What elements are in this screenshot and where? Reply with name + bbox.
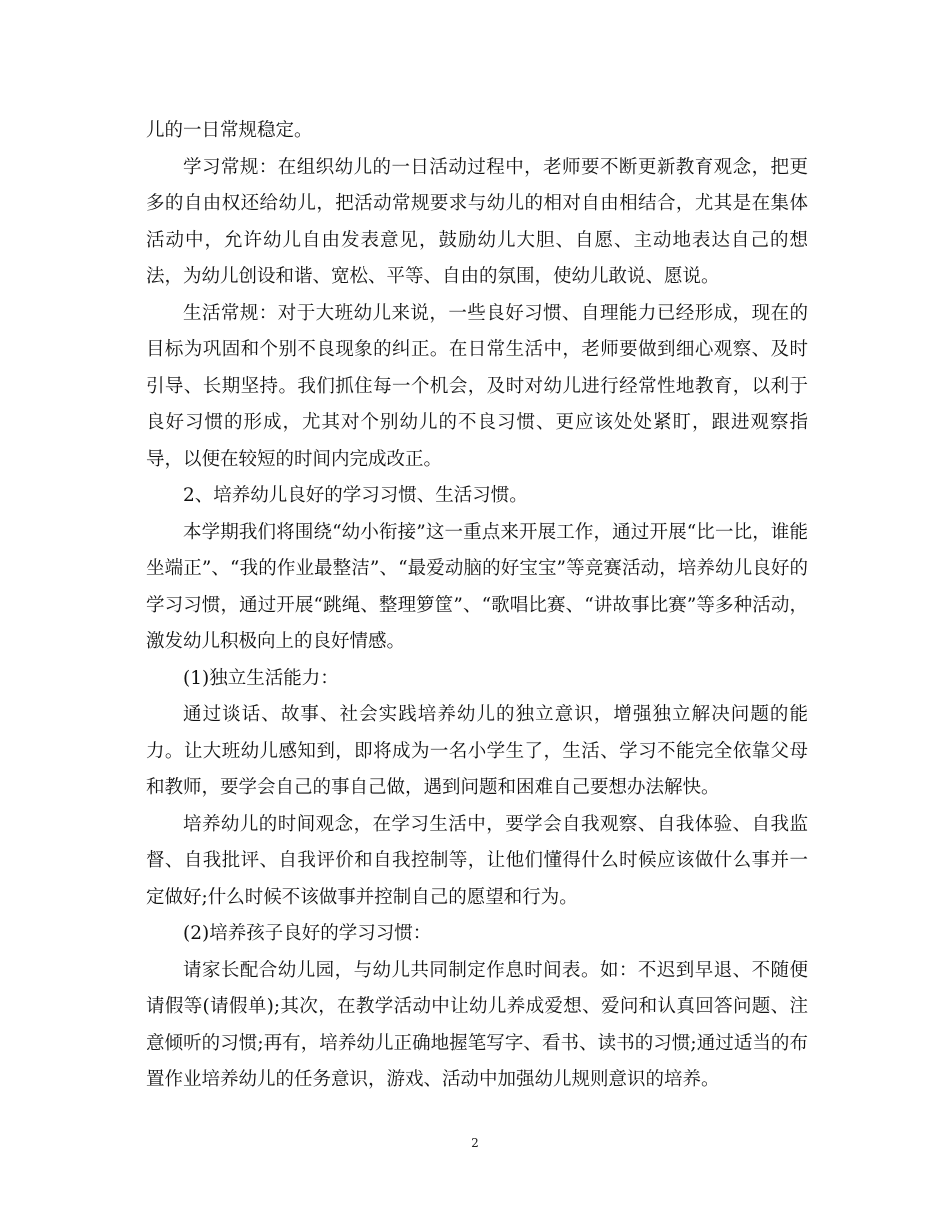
paragraph-transition-work: 本学期我们将围绕“幼小衔接”这一重点来开展工作，通过开展“比一比，谁能坐端正”、“我的作业最整洁”、“最爱动脑的好宝宝”等竞赛活动，培养幼儿良好的学习习惯，通过开展“跳绳、整理箩筐”、“歌唱比赛、“讲故事比赛”等多种活动，激发幼儿积极向上的良好情感。 [146,521,808,652]
paragraph-time-concept: 培养幼儿的时间观念，在学习生活中，要学会自我观察、自我体验、自我监督、自我批评、自我评价和自我控制等，让他们懂得什么时候应该做什么事并一定做好;什么时候不该做事并控制自己的愿望和行为。 [146,813,808,908]
paragraph-continuation: 儿的一日常规稳定。 [146,120,313,141]
section-heading-habits: 2、培养幼儿良好的学习习惯、生活习惯。 [183,485,528,506]
paragraph-life-routine: 生活常规：对于大班幼儿来说，一些良好习惯、自理能力已经形成，现在的目标为巩固和个别不良现象的纠正。在日常生活中，老师要做到细心观察、及时引导、长期坚持。我们抓住每一个机会，及时对幼儿进行经常性地教育，以利于良好习惯的形成，尤其对个别幼儿的不良习惯、更应该处处紧盯，跟进观察指导，以便在较短的时间内完成改正。 [146,302,808,470]
subheading-independent-living: (1)独立生活能力： [183,667,339,689]
page-number: 2 [471,1136,479,1150]
body-text [146,113,808,1099]
paragraph-parent-cooperation: 请家长配合幼儿园，与幼儿共同制定作息时间表。如：不迟到早退、不随便请假等(请假单);其次，在教学活动中让幼儿养成爱想、爱问和认真回答问题、注意倾听的习惯;再有，培养幼儿正确地握笔写字、看书、读书的习惯;通过适当的布置作业培养幼儿的任务意识，游戏、活动中加强幼儿规则意识的培养。 [146,959,808,1090]
subheading-study-habits: (2)培养孩子良好的学习习惯： [183,923,432,944]
paragraph-study-routine: 学习常规：在组织幼儿的一日活动过程中，老师要不断更新教育观念，把更多的自由权还给幼儿，把活动常规要求与幼儿的相对自由相结合，尤其是在集体活动中，允许幼儿自由发表意见，鼓励幼儿大胆、自愿、主动地表达自己的想法，为幼儿创设和谐、宽松、平等、自由的氛围，使幼儿敢说、愿说。 [146,156,808,287]
paragraph-independence: 通过谈话、故事、社会实践培养幼儿的独立意识，增强独立解决问题的能力。让大班幼儿感知到，即将成为一名小学生了，生活、学习不能完全依靠父母和教师，要学会自己的事自己做，遇到问题和困难自己要想办法解快。 [146,704,808,798]
